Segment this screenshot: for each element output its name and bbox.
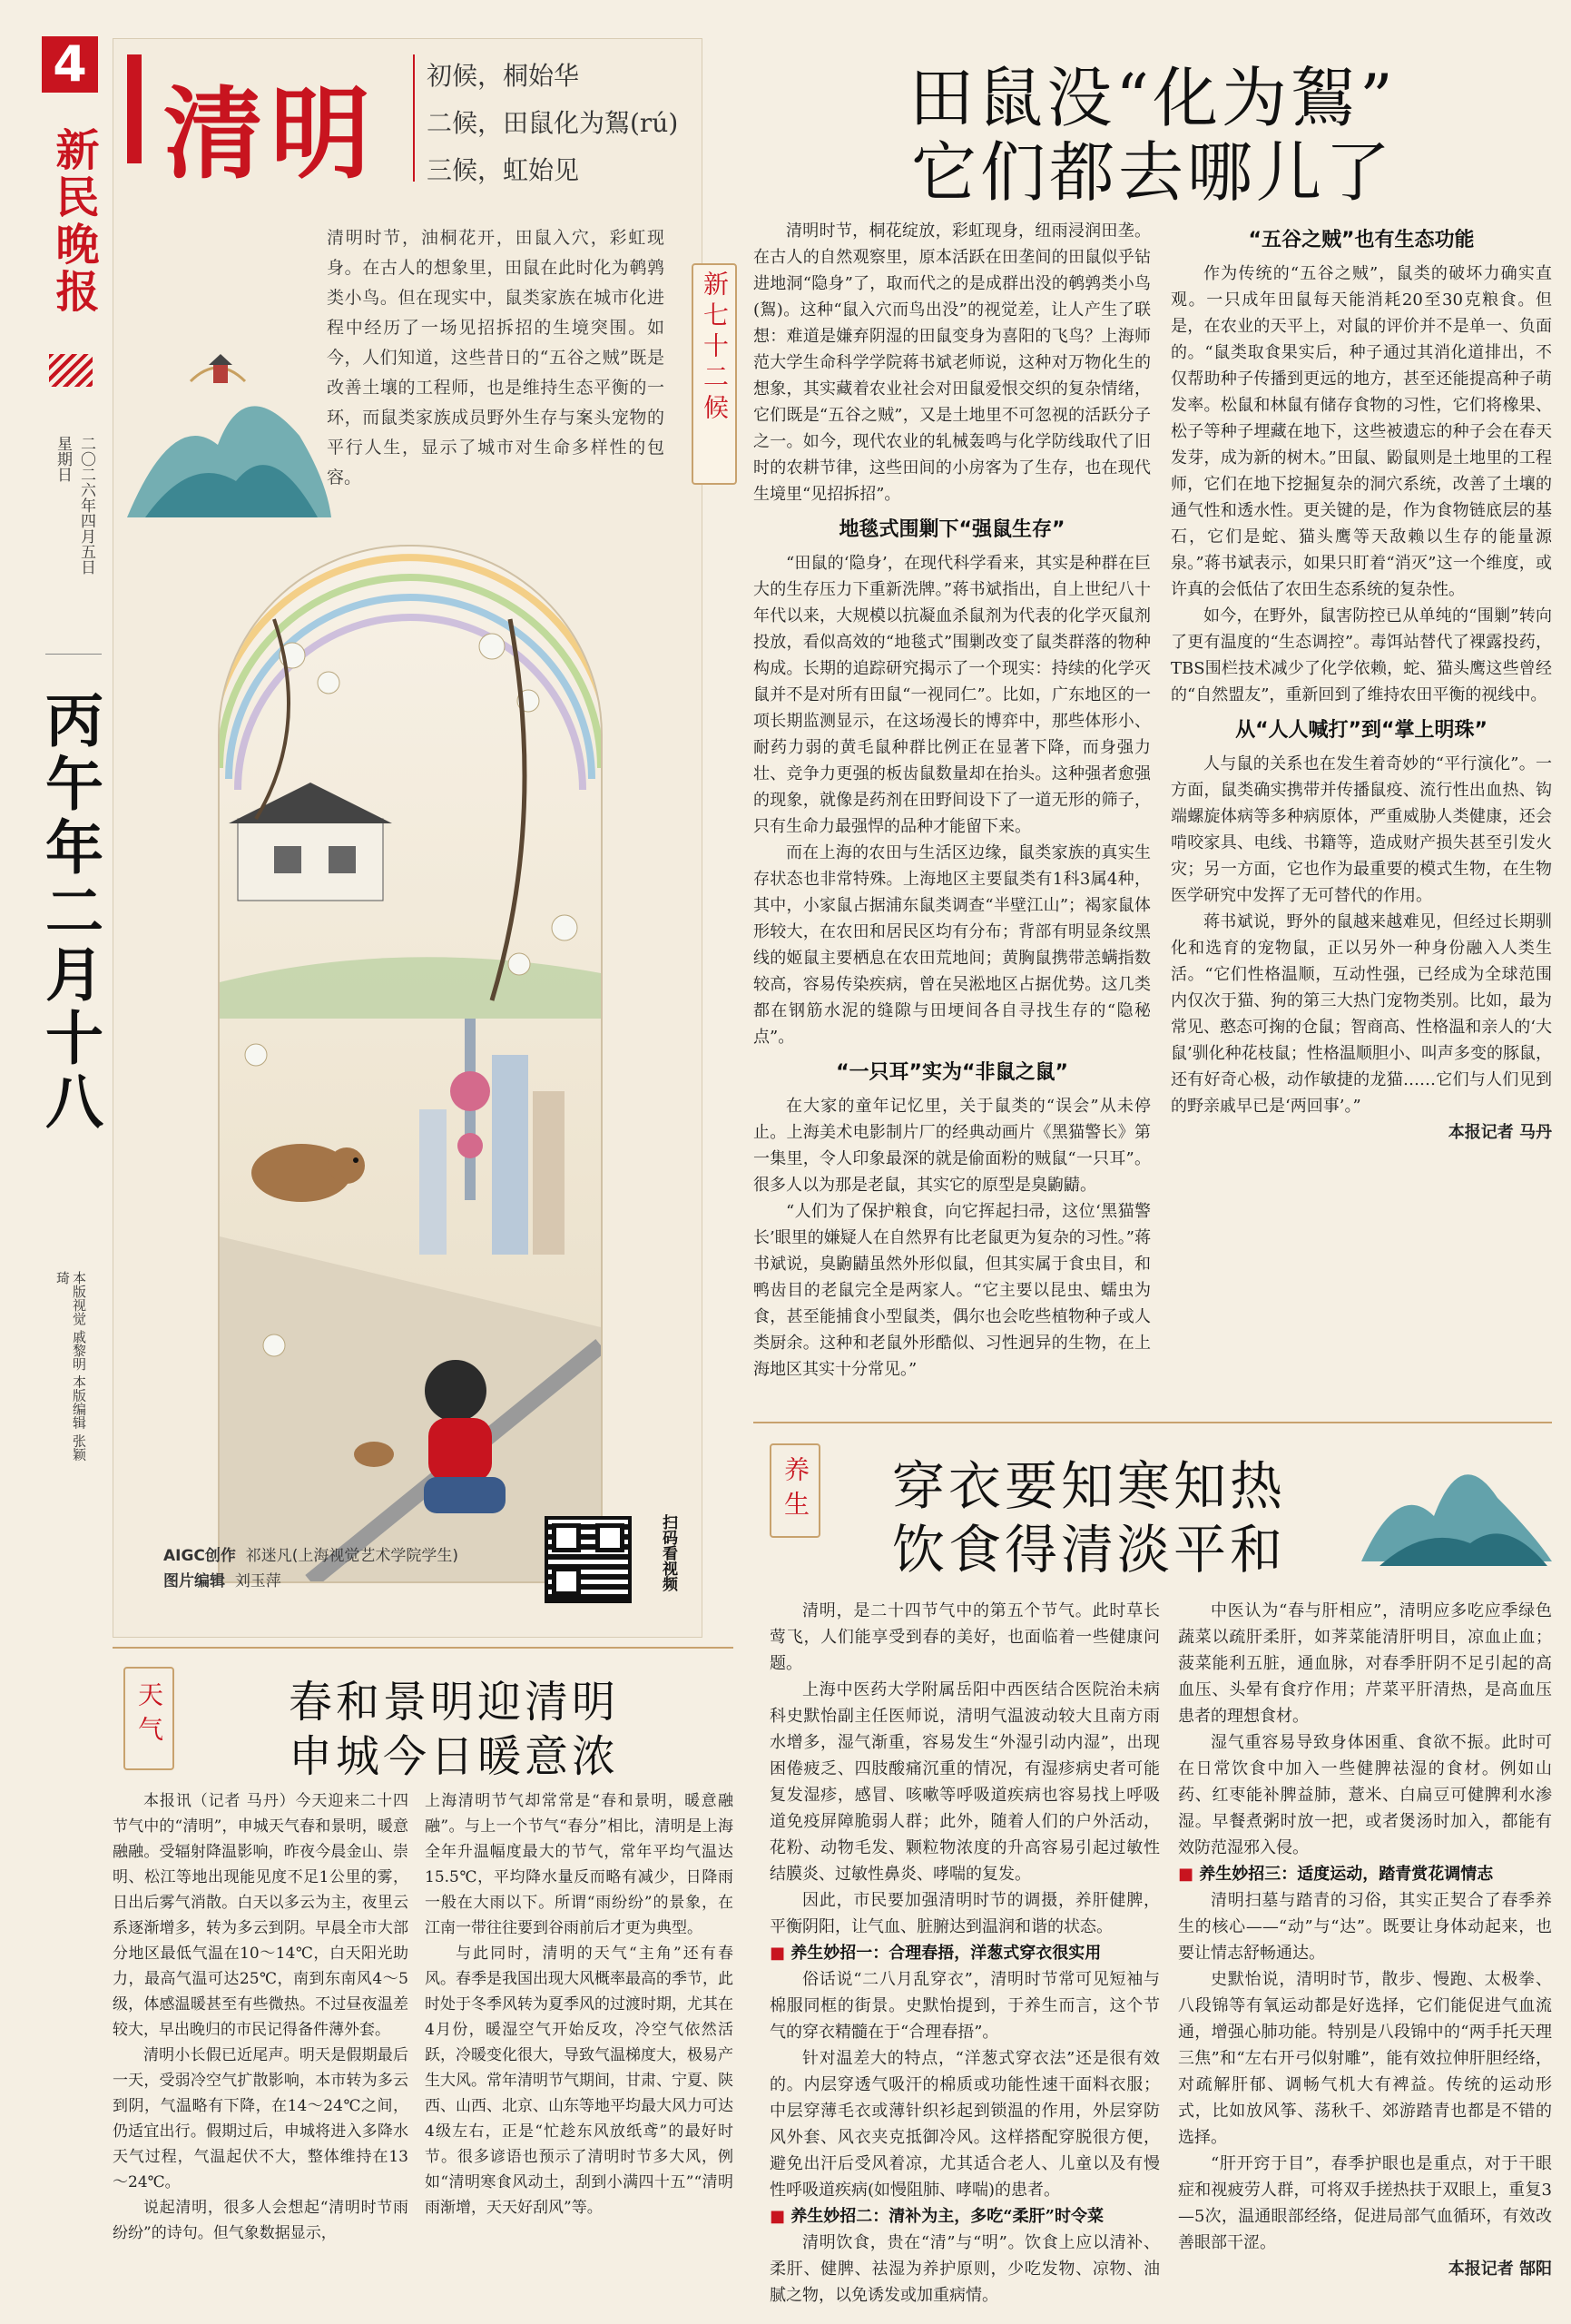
credit-label-1: AIGC创作 [163,1547,236,1565]
pentad-2: 二候，田鼠化为鴽(rú) [427,108,679,138]
mice-column-1 [753,218,1151,1383]
tip-title: 养生妙招二： [790,2207,889,2226]
paragraph: 针对温差大的特点，“洋葱式穿衣法”还是很有效的。内层穿透气吸汗的棉质或功能性速干面料衣服；中层穿薄毛衣或薄针织衫起到锁温的作用，外层穿防风外套、风衣夹克抵御冷风。这样搭配穿脱很方便，避免出汗后受风着凉，尤其适合老人、儿童以及有慢性呼吸道疾病(如慢阻肺、哮喘)的患者。 [770,2049,1160,2200]
weather-tag: 天气 [134,1681,164,1750]
weather-tag-box [123,1667,174,1770]
paragraph: 清明小长假已近尾声。明天是假期最后一天，受弱冷空气扩散影响，本市转为多云到阴，气温略有下降，在14～24℃之间，仍适宜出行。假期过后，申城将进入多降水天气过程，气温起伏不大，整体维持在13～24℃。 [113,2046,408,2191]
paper-brand: 新民晚报 [48,127,99,316]
weather-headline-1: 春和景明迎清明 [288,1677,619,1728]
qingming-illustration [218,545,603,1583]
paragraph: 中医认为“春与肝相应”，清明应多吃应季绿色蔬菜以疏肝柔肝，如荠菜能清肝明目，凉血止血；菠菜能利五脏，通血脉，对春季肝阴不足引起的高血压、头晕有食疗作用；芹菜平肝清热，是高血压患者的理想食材。 [1178,1601,1552,1726]
brand-rule [49,354,93,387]
lunar-date: 丙午年二月十八 [35,690,103,1135]
qr-label: 扫码看视频 [659,1514,677,1591]
paragraph: 人与鼠的关系也在发生着奇妙的“平行演化”。一方面，鼠类确实携带并传播鼠疫、流行性出血热、钩端螺旋体病等多种病原体，严重威胁人类健康，还会啃咬家具、电线、书籍等，造成财产损失甚至引发火灾；另一方面，它也作为最重要的模式生物，在生物医学研究中发挥了无可替代的作用。 [1171,754,1552,905]
tip-heading: ■ 养生妙招一：合理春捂，洋葱式穿衣很实用 [770,1944,1102,1963]
weather-column-2 [425,1788,733,2221]
paragraph: 蒋书斌说，野外的鼠越来越难见，但经过长期驯化和选育的宠物鼠，正以另外一种身份融入人类生活。“它们性格温顺，互动性强，已经成为全球范围内仅次于猫、狗的第三大热门宠物类别。比如，最为常见、憨态可掬的仓鼠；智商高、性格温和亲人的‘大鼠’驯化种花枝鼠；性格温顺胆小、叫声多变的豚鼠，还有好奇心极，动作敏捷的龙猫……它们与人们见到的野亲戚早已是‘两回事’。” [1171,912,1552,1116]
tip-text: 合理春捂，洋葱式穿衣很实用 [889,1944,1102,1963]
paragraph: 与此同时，清明的天气“主角”还有春风。春季是我国出现大风概率最高的季节，此时处于冬季风转为夏季风的过渡时期，尤其在4月份，暖湿空气开始反攻，冷空气依然活跃，冷暖变化很大，导致气温梯度大，极易产生大风。常年清明节气期间，甘肃、宁夏、陕西、山西、北京、山东等地平均最大风力可达4级左右，正是“忙趁东风放纸鸢”的最好时节。很多谚语也预示了清明时节多大风，例如“清明寒食风动土，刮到小满四十五”“清明雨渐增，天天好刮风”等。 [425,1945,733,2217]
weather-headline-2: 申城今日暖意浓 [288,1731,619,1782]
paragraph: 作为传统的“五谷之贼”，鼠类的破坏力确实直观。一只成年田鼠每天能消耗20至30克粮食。但是，在农业的天平上，对鼠的评价并不是单一、负面的。“鼠类取食果实后，种子通过其消化道排出，不仅帮助种子传播到更远的地方，甚至还能提高种子萌发率。松鼠和林鼠有储存食物的习性，它们将橡果、松子等种子埋藏在地下，这些被遗忘的种子会在春天发芽，成为新的树木。”田鼠、鼢鼠则是土地里的工程师，它们在地下挖掘复杂的洞穴系统，改善了土壤的通气性和透水性。更关键的是，作为食物链底层的基石，它们是蛇、猫头鹰等天敌赖以生存的能量源泉。”蒋书斌表示，如果只盯着“消灭”这一个维度，或许真的会低估了农田生态系统的复杂性。 [1171,264,1552,599]
page-number-badge: 4 [42,36,98,93]
byline: 本报记者 马丹 [1448,1123,1552,1142]
section-divider [113,1647,733,1649]
illustration-drawing [220,547,601,1581]
health-tag: 养生 [781,1456,810,1525]
subheading: 地毯式围剿下“强鼠生存” [839,518,1065,541]
health-headline-2: 饮食得清淡平和 [891,1519,1286,1581]
mountain-landscape [118,300,336,527]
panel-intro: 清明时节，油桐花开，田鼠入穴，彩虹现身。在古人的想象里，田鼠在此时化为鹌鹑类小鸟。但在现实中，鼠类家族在城市化进程中经历了一场见招拆招的生境突围。如今，人们知道，这些昔日的“五谷之贼”既是改善土壤的工程师，也是维持生态平衡的一环，而鼠类家族成员野外生存与案头宠物的平行人生，显示了城市对生命多样性的包容。 [327,228,664,487]
section-divider [753,1422,1552,1423]
paragraph: “人们为了保护粮食，向它挥起扫帚，这位‘黑猫警长’眼里的嫌疑人在自然界有比老鼠更为复杂的习性。”蒋书斌说，臭鼩鼱虽然外形似鼠，但其实属于食虫目，和鸭齿目的老鼠完全是两家人。“它主要以昆虫、蠕虫为食，甚至能捕食小型鼠类，偶尔也会吃些植物种子或人类厨余。这种和老鼠外形酷似、习性迥异的生物，在上海地区其实十分常见。” [753,1202,1151,1379]
health-column-2 [1178,1598,1552,2282]
paragraph: 本报讯（记者 马丹）今天迎来二十四节气中的“清明”，申城天气春和景明，暖意融融。受辐射降温影响，昨夜今晨金山、崇明、松江等地出现能见度不足1公里的雾，日出后雾气消散。白天以多云为主，夜里云系逐渐增多，转为多云到阴。早晨全市大部分地区最低气温在10～14℃，白天阳光助力，最高气温可达25℃，南到东南风4～5级，体感温暖甚至有些微热。不过昼夜温差较大，早出晚归的市民记得备件薄外套。 [113,1792,408,2039]
editor-credits: 本版视觉 戚黎明 本版编辑 张颖琦 [54,1271,87,1462]
column-label-box [692,263,737,485]
paragraph: 清明，是二十四节气中的第五个节气。此时草长莺飞，人们能享受到春的美好，也面临着一些健康问题。 [770,1601,1160,1673]
subheading: “五谷之贼”也有生态功能 [1248,229,1475,251]
paragraph: 湿气重容易导致身体困重、食欲不振。此时可在日常饮食中加入一些健脾祛湿的食材。例如山药、红枣能补脾益肺，薏米、白扁豆可健脾利水渗湿。早餐煮粥时放一把，或者煲汤时加入，都能有效防范湿邪入侵。 [1178,1733,1552,1857]
paragraph: 在大家的童年记忆里，关于鼠类的“误会”从未停止。上海美术电影制片厂的经典动画片《黑猫警长》第一集里，令人印象最深的就是偷面粉的贼鼠“一只耳”。很多人以为那是老鼠，其实它的原型是臭鼩鼱。 [753,1097,1151,1195]
pentad-1: 初候，桐始华 [427,61,580,91]
credit-label-2: 图片编辑 [163,1572,225,1590]
weekday-text: 星期日 [54,436,72,482]
subheading: “一只耳”实为“非鼠之鼠” [836,1061,1068,1084]
mice-headline-1: 田鼠没“化为鴽” [908,60,1397,136]
tip-heading: ■ 养生妙招二：清补为主，多吃“柔肝”时令菜 [770,2207,1104,2226]
date-text: 二〇二六年四月五日 [77,436,95,575]
tip-text: 清补为主，多吃“柔肝”时令菜 [889,2207,1104,2226]
paragraph: 说起清明，很多人会想起“清明时节雨纷纷”的诗句。但气象数据显示， [113,2199,408,2242]
paragraph: 上海清明节气却常常是“春和景明，暖意融融”。与上一个节气“春分”相比，清明是上海全年升温幅度最大的节气，常年平均气温达15.5℃，平均降水量反而略有减少，日降雨一般在大雨以下。所谓“雨纷纷”的景象，在江南一带往往要到谷雨前后才更为典型。 [425,1792,733,1937]
paragraph: 俗话说“二八月乱穿衣”，清明时节常可见短袖与棉服同框的街景。史默怡提到，于养生而言，这个节气的穿衣精髓在于“合理春捂”。 [770,1970,1160,2042]
health-tag-box [770,1443,820,1538]
byline: 本报记者 郜阳 [1448,2260,1552,2279]
solar-term-title: 清明 [163,75,378,192]
illustration-credits [163,1543,458,1594]
tip-title: 养生妙招三： [1199,1865,1298,1884]
pentad-list [427,53,678,194]
mice-column-2 [1171,218,1552,1146]
paragraph: 因此，市民要加强清明时节的调摄，养肝健脾，平衡阴阳，让气血、脏腑达到温润和谐的状态。 [770,1891,1160,1936]
mice-headline-2: 它们都去哪儿了 [910,134,1394,211]
paragraph: 上海中医药大学附属岳阳中西医结合医院治未病科史默怡副主任医师说，清明气温波动较大且南方雨水增多，湿气渐重，容易发生“外湿引动内湿”，出现困倦疲乏、四肢酸痛沉重的情况，有湿疹病史者可能复发湿疹，感冒、咳嗽等呼吸道疾病也容易找上呼吸道免疫屏障脆弱人群；此外，随着人们的户外活动，花粉、动物毛发、颗粒物浓度的升高容易引起过敏性结膜炎、过敏性鼻炎、哮喘的复发。 [770,1680,1160,1884]
paragraph: 如今，在野外，鼠害防控已从单纯的“围剿”转向了更有温度的“生态调控”。毒饵站替代了裸露投药，TBS围栏技术减少了化学依赖，蛇、猫头鹰这些曾经的“自然盟友”，重新回到了维持农田平衡的视线中。 [1171,606,1552,704]
mountain-landscape [1361,1425,1552,1571]
paragraph: 清明饮食，贵在“清”与“明”。饮食上应以清补、柔肝、健脾、祛湿为养护原则，少吃发物、凉物、油腻之物，以免诱发或加重病情。 [770,2233,1160,2305]
paragraph: 而在上海的农田与生活区边缘，鼠类家族的真实生存状态也非常特殊。上海地区主要鼠类有1科3属4种，其中，小家鼠占据浦东鼠类调查“半壁江山”；褐家鼠体形较大，在农田和居民区均有分布；背部有明显条纹黑线的姬鼠主要栖息在农田荒地间；黄胸鼠携带恙螨指数较高，容易传染疾病，曾在吴淞地区占据优势。这几类都在钢筋水泥的缝隙与田埂间各自寻找生存的“隐秘点”。 [753,843,1151,1047]
tip-title: 养生妙招一： [790,1944,889,1963]
rail-divider [45,654,102,655]
column-label: 新七十二候 [700,271,730,425]
health-headline-1: 穿衣要知寒知热 [891,1455,1286,1517]
paragraph: 清明扫墓与踏青的习俗，其实正契合了春季养生的核心——“动”与“达”。既要让身体动起来，也要让情志舒畅通达。 [1178,1891,1552,1963]
title-divider [413,54,415,182]
weather-column-1 [113,1788,408,2246]
credit-value-1: 祁迷凡(上海视觉艺术学院学生) [245,1547,458,1565]
subheading: 从“人人喊打”到“掌上明珠” [1235,719,1488,742]
tip-heading: ■ 养生妙招三：适度运动，踏青赏花调情志 [1178,1865,1494,1884]
paragraph: “肝开窍于目”，春季护眼也是重点，对于干眼症和视疲劳人群，可将双手搓热扶于双眼上，重复3—5次，温通眼部经络，促进局部气血循环，有效改善眼部干涩。 [1178,2154,1552,2252]
credit-value-2: 刘玉萍 [234,1572,281,1590]
paragraph: “田鼠的‘隐身’，在现代科学看来，其实是种群在巨大的生存压力下重新洗牌。”蒋书斌指出，自上世纪八十年代以来，大规模以抗凝血杀鼠剂为代表的化学灭鼠剂投放，看似高效的“地毯式”围剿改变了鼠类群落的物种构成。长期的追踪研究揭示了一个现实：持续的化学灭鼠并不是对所有田鼠“一视同仁”。比如，广东地区的一项长期监测显示，在这场漫长的博弈中，那些体形小、耐药力弱的黄毛鼠种群比例正在显著下降，而身强力壮、竞争力更强的板齿鼠数量却在抬头。这种强者愈强的现象，就像是药剂在田野间设下了一道无形的筛子，只有生命力最强悍的品种才能留下来。 [753,554,1151,836]
qr-code[interactable] [545,1516,632,1603]
tip-text: 适度运动，踏青赏花调情志 [1297,1865,1494,1884]
paragraph: 史默怡说，清明时节，散步、慢跑、太极拳、八段锦等有氧运动都是好选择，它们能促进气血流通，增强心肺功能。特别是八段锦中的“两手托天理三焦”和“左右开弓似射雕”，能有效拉伸肝胆经络，对疏解肝郁、调畅气机大有裨益。传统的运动形式，比如放风筝、荡秋千、郊游踏青也都是不错的选择。 [1178,1970,1552,2147]
pentad-3: 三候，虹始见 [427,155,580,185]
title-bar [127,54,142,163]
paragraph: 清明时节，桐花绽放，彩虹现身，纽雨浸润田垄。在古人的自然观察里，原本活跃在田垄间的田鼠似乎钻进地洞“隐身”了，取而代之的是成群出没的鹌鹑类小鸟(鴽)。这种“鼠入穴而鸟出没”的视觉差，让人产生了联想：难道是嫌弃阴湿的田鼠变身为喜阳的飞鸟？上海师范大学生命科学学院蒋书斌老师说，这种对万物化生的想象，其实藏着农业社会对田鼠爱恨交织的复杂情绪，它们既是“五谷之贼”，又是土地里不可忽视的活跃分子之一。如今，现代农业的轧械轰鸣与化学防线取代了旧时的农耕节律，这些田间的小房客为了生存，也在现代生境里“见招拆招”。 [753,222,1151,504]
health-column-1 [770,1598,1160,2309]
